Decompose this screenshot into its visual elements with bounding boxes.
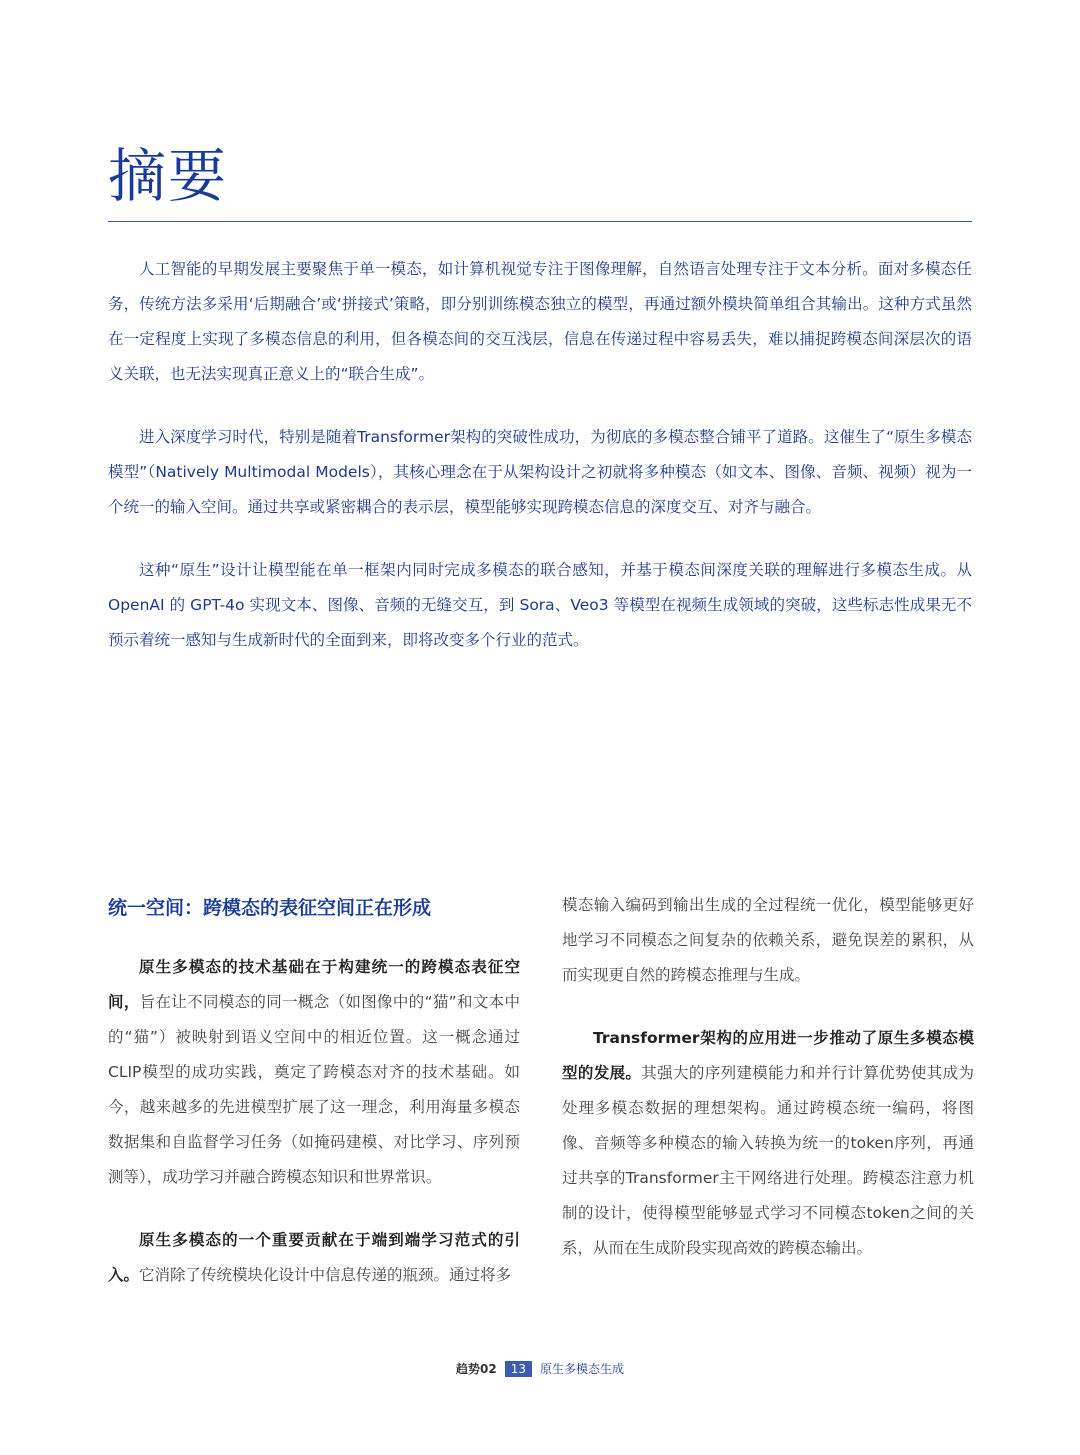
body-paragraph-continued: 模态输入编码到输出生成的全过程统一优化，模型能够更好地学习不同模态之间复杂的依赖关系，避免误差的累积，从而实现更自然的跨模态推理与生成。 bbox=[562, 896, 974, 984]
right-column bbox=[562, 888, 974, 1294]
abstract-paragraph: 这种“原生”设计让模型能在单一框架内同时完成多模态的联合感知，并基于模态间深度关联的理解进行多模态生成。从OpenAI 的 GPT-4o 实现文本、图像、音频的无缝交互，到 Sora、Veo3 等模型在视频生成领域的突破，这些标志性成果无不预示着统一感知与生成新时代的全面到来，即将改变多个行业的范式。 bbox=[108, 561, 972, 649]
abstract-paragraph: 人工智能的早期发展主要聚焦于单一模态，如计算机视觉专注于图像理解，自然语言处理专注于文本分析。面对多模态任务，传统方法多采用‘后期融合’或‘拼接式’策略，即分别训练模态独立的模型，再通过额外模块简单组合其输出。这种方式虽然在一定程度上实现了多模态信息的利用，但各模态间的交互浅层，信息在传递过程中容易丢失，难以捕捉跨模态间深层次的语义关联，也无法实现真正意义上的“联合生成”。 bbox=[108, 260, 972, 383]
paragraph-lead: 原生多模态的技术基础在于构建统一的跨模态表征空间， bbox=[108, 958, 520, 1011]
left-column bbox=[108, 888, 520, 1321]
paragraph-text: 其强大的序列建模能力和并行计算优势使其成为处理多模态数据的理想架构。通过跨模态统一编码，将图像、音频等多种模态的输入转换为统一的token序列，再通过共享的Transformer主干网络进行处理。跨模态注意力机制的设计，使得模型能够显式学习不同模态token之间的关系，从而在生成阶段实现高效的跨模态输出。 bbox=[562, 1064, 974, 1257]
abstract-paragraph: 进入深度学习时代，特别是随着Transformer架构的突破性成功，为彻底的多模态整合铺平了道路。这催生了“原生多模态模型”（Natively Multimodal Models），其核心理念在于从架构设计之初就将多种模态（如文本、图像、音频、视频）视为一个统一的输入空间。通过共享或紧密耦合的表示层，模型能够实现跨模态信息的深度交互、对齐与融合。 bbox=[108, 428, 972, 516]
section-heading: 统一空间：跨模态的表征空间正在形成 bbox=[108, 897, 432, 919]
title-divider bbox=[108, 221, 972, 222]
footer-chapter-title: 原生多模态生成 bbox=[539, 1362, 624, 1376]
page-number: 13 bbox=[505, 1361, 532, 1377]
body-paragraph bbox=[108, 950, 520, 1195]
abstract-block bbox=[108, 252, 972, 686]
page-title: 摘要 bbox=[108, 142, 229, 210]
paragraph-text: 旨在让不同模态的同一概念（如图像中的“猫”和文本中的“猫”）被映射到语义空间中的相近位置。这一概念通过CLIP模型的成功实践，奠定了跨模态对齐的技术基础。如今，越来越多的先进模型扩展了这一理念，利用海量多模态数据集和自监督学习任务（如掩码建模、对比学习、序列预测等），成功学习并融合跨模态知识和世界常识。 bbox=[108, 993, 520, 1186]
paragraph-lead: 原生多模态的一个重要贡献在于端到端学习范式的引入。 bbox=[108, 1231, 520, 1284]
paragraph-lead: Transformer架构的应用进一步推动了原生多模态模型的发展。 bbox=[562, 1029, 974, 1082]
footer-trend-label: 趋势02 bbox=[456, 1362, 497, 1376]
page-footer bbox=[0, 1360, 1080, 1377]
body-paragraph bbox=[562, 1021, 974, 1266]
paragraph-text: 它消除了传统模块化设计中信息传递的瓶颈。通过将多 bbox=[139, 1266, 512, 1284]
body-paragraph bbox=[108, 1223, 520, 1293]
